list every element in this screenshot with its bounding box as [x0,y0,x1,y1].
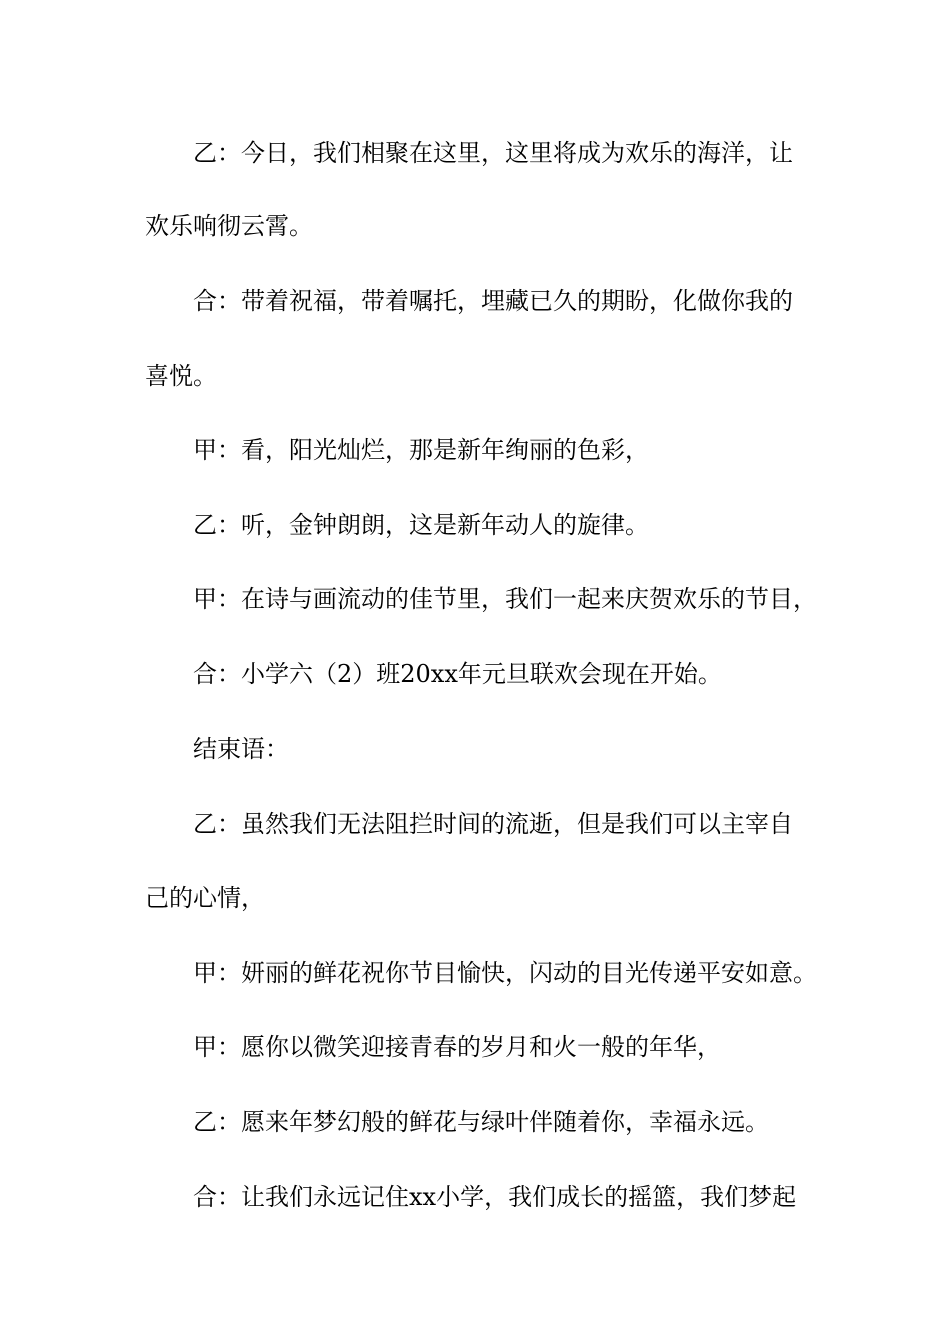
paragraph-line: 己的心情， [145,884,265,912]
paragraph-line: 甲：妍丽的鲜花祝你节目愉快，闪动的目光传递平安如意。 [193,959,817,987]
paragraph-line: 乙：听，金钟朗朗，这是新年动人的旋律。 [193,511,649,539]
paragraph-line: 乙：虽然我们无法阻拦时间的流逝，但是我们可以主宰自 [193,810,793,838]
paragraph-line: 喜悦。 [145,362,217,390]
paragraph-line: 乙：今日，我们相聚在这里，这里将成为欢乐的海洋，让 [193,139,793,167]
paragraph-line: 甲：愿你以微笑迎接青春的岁月和火一般的年华， [193,1033,721,1061]
section-heading: 结束语： [193,735,289,763]
paragraph-line: 欢乐响彻云霄。 [145,212,313,240]
paragraph-line: 合：带着祝福，带着嘱托，埋藏已久的期盼，化做你我的 [193,287,793,315]
paragraph-line: 乙：愿来年梦幻般的鲜花与绿叶伴随着你，幸福永远。 [193,1108,769,1136]
paragraph-line: 甲：在诗与画流动的佳节里，我们一起来庆贺欢乐的节目， [193,585,817,613]
paragraph-line: 合：让我们永远记住xx小学，我们成长的摇篮，我们梦起 [193,1183,797,1211]
paragraph-line: 甲：看，阳光灿烂，那是新年绚丽的色彩， [193,436,649,464]
paragraph-line: 合：小学六（2）班20xx年元旦联欢会现在开始。 [193,660,722,688]
